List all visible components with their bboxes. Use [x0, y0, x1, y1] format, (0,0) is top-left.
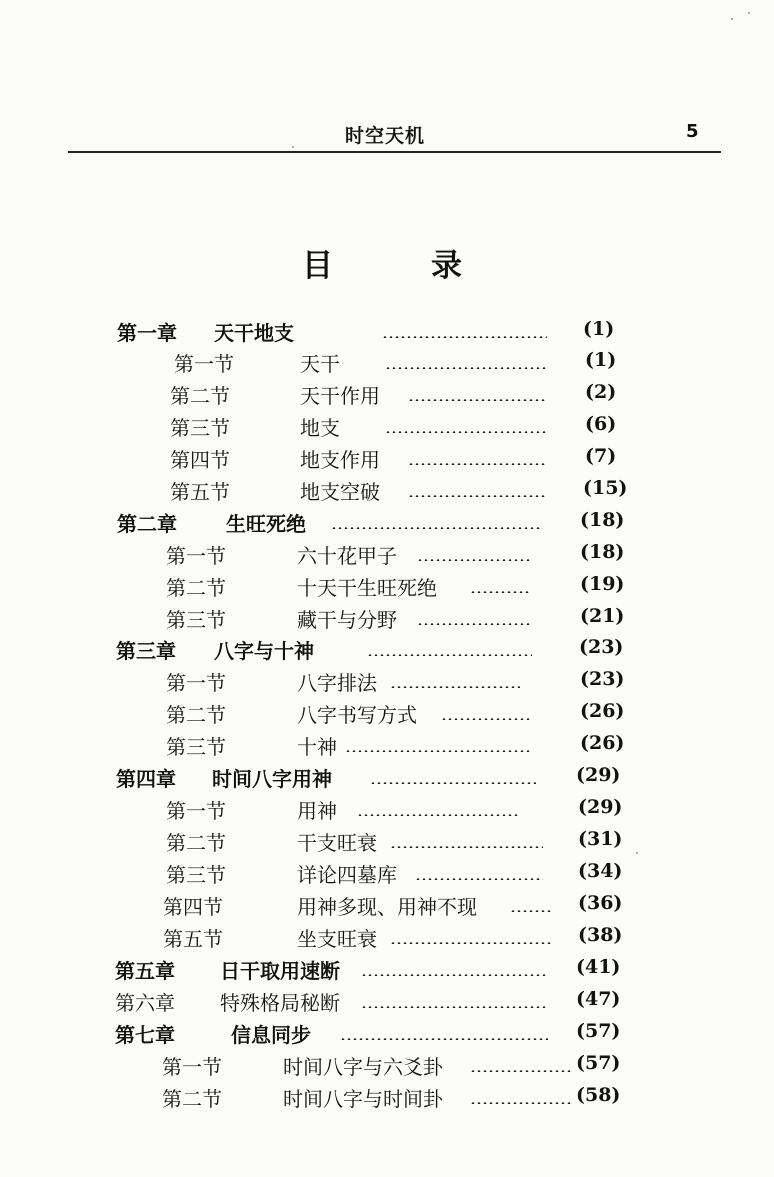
- chapter-title: 日干取用速断: [220, 958, 340, 983]
- page-reference: (6): [585, 413, 617, 435]
- chapter-number: 第五章: [115, 958, 175, 983]
- section-number: 第一节: [166, 670, 226, 695]
- section-title: 天干: [300, 351, 340, 376]
- chapter-number: 第七章: [115, 1022, 175, 1047]
- page-reference: (18): [580, 541, 625, 563]
- page-reference: (26): [580, 700, 625, 722]
- scan-speck: [748, 12, 750, 14]
- dot-leader: [331, 527, 543, 529]
- dot-leader: [361, 974, 548, 976]
- dot-leader: [385, 367, 547, 369]
- section-title: 详论四墓库: [297, 862, 397, 887]
- page-reference: (18): [580, 509, 625, 531]
- page-reference: (58): [576, 1084, 621, 1106]
- dot-leader: [385, 431, 547, 433]
- section-title: 干支旺衰: [297, 830, 377, 855]
- section-title: 时间八字与六爻卦: [283, 1054, 443, 1079]
- dot-leader: [408, 399, 547, 401]
- chapter-number: 第三章: [116, 638, 176, 663]
- dot-leader: [367, 654, 532, 656]
- section-number: 第五节: [170, 479, 230, 504]
- section-number: 第一节: [174, 351, 234, 376]
- page-reference: (57): [576, 1052, 621, 1074]
- section-number: 第五节: [163, 926, 223, 951]
- page-reference: (15): [583, 477, 628, 499]
- page-reference: (1): [585, 349, 617, 371]
- page-reference: (41): [576, 956, 621, 978]
- dot-leader: [417, 623, 531, 625]
- section-title: 地支作用: [300, 447, 380, 472]
- dot-leader: [390, 686, 520, 688]
- section-title: 十天干生旺死绝: [297, 575, 437, 600]
- section-title: 地支空破: [300, 479, 380, 504]
- header-rule: [68, 151, 721, 153]
- section-number: 第二节: [166, 830, 226, 855]
- section-number: 第二节: [166, 575, 226, 600]
- section-number: 第四节: [170, 447, 230, 472]
- dot-leader: [415, 878, 543, 880]
- scan-speck: [731, 18, 733, 20]
- page-reference: (47): [576, 988, 621, 1010]
- chapter-title: 生旺死绝: [226, 511, 306, 536]
- dot-leader: [382, 336, 547, 338]
- section-title: 时间八字与时间卦: [283, 1086, 443, 1111]
- scan-speck: [292, 146, 294, 148]
- dot-leader: [441, 718, 531, 720]
- section-title: 用神多现、用神不现: [297, 894, 477, 919]
- section-title: 坐支旺衰: [297, 926, 377, 951]
- page-reference: (36): [578, 892, 623, 914]
- chapter-title: 时间八字用神: [212, 766, 332, 791]
- dot-leader: [408, 463, 547, 465]
- section-title: 八字书写方式: [297, 702, 417, 727]
- page-reference: (34): [578, 860, 623, 882]
- dot-leader: [361, 1006, 548, 1008]
- toc-heading: [302, 240, 462, 285]
- toc-heading-char-1: 目: [302, 248, 333, 284]
- section-number: 第三节: [166, 607, 226, 632]
- scan-speck: [636, 852, 638, 854]
- page-reference: (21): [580, 605, 625, 627]
- page-reference: (2): [585, 381, 617, 403]
- page-reference: (38): [578, 924, 623, 946]
- section-number: 第三节: [170, 415, 230, 440]
- dot-leader: [340, 1038, 548, 1040]
- page-reference: (23): [579, 636, 624, 658]
- section-number: 第二节: [170, 383, 230, 408]
- page-reference: (57): [576, 1020, 621, 1042]
- section-number: 第四节: [163, 894, 223, 919]
- page-reference: (29): [578, 796, 623, 818]
- dot-leader: [510, 910, 552, 912]
- section-number: 第二节: [162, 1086, 222, 1111]
- chapter-number: 第二章: [117, 511, 177, 536]
- section-title: 用神: [297, 798, 337, 823]
- dot-leader: [470, 1102, 573, 1104]
- chapter-title: 天干地支: [214, 320, 294, 345]
- section-number: 第一节: [162, 1054, 222, 1079]
- section-number: 第三节: [166, 862, 226, 887]
- dot-leader: [470, 1070, 573, 1072]
- chapter-title: 信息同步: [231, 1022, 311, 1047]
- dot-leader: [470, 591, 531, 593]
- section-number: 第一节: [166, 798, 226, 823]
- section-number: 第三节: [166, 734, 226, 759]
- page-reference: (26): [580, 732, 625, 754]
- chapter-title: 八字与十神: [214, 638, 314, 663]
- section-title: 地支: [300, 415, 340, 440]
- page-reference: (31): [578, 828, 623, 850]
- chapter-number: 第一章: [117, 320, 177, 345]
- section-number: 第一节: [166, 543, 226, 568]
- dot-leader: [390, 846, 543, 848]
- page-reference: (29): [576, 764, 621, 786]
- section-title: 藏干与分野: [297, 607, 397, 632]
- dot-leader: [357, 814, 520, 816]
- dot-leader: [370, 782, 536, 784]
- dot-leader: [408, 495, 547, 497]
- section-title: 八字排法: [297, 670, 377, 695]
- dot-leader: [390, 942, 552, 944]
- chapter-number: 第四章: [116, 766, 176, 791]
- section-title: 天干作用: [300, 383, 380, 408]
- section-number: 第二节: [166, 702, 226, 727]
- chapter-title: 特殊格局秘断: [220, 990, 340, 1015]
- section-title: 十神: [297, 734, 337, 759]
- section-title: 六十花甲子: [297, 543, 397, 568]
- page-number: 5: [686, 121, 699, 142]
- page-reference: (23): [580, 668, 625, 690]
- page-reference: (19): [580, 573, 625, 595]
- toc-heading-char-2: 录: [431, 248, 462, 284]
- page-reference: (1): [583, 318, 615, 340]
- page-reference: (7): [585, 445, 617, 467]
- dot-leader: [345, 750, 531, 752]
- dot-leader: [417, 559, 531, 561]
- chapter-number: 第六章: [115, 990, 175, 1015]
- header-title: 时空天机: [345, 125, 426, 147]
